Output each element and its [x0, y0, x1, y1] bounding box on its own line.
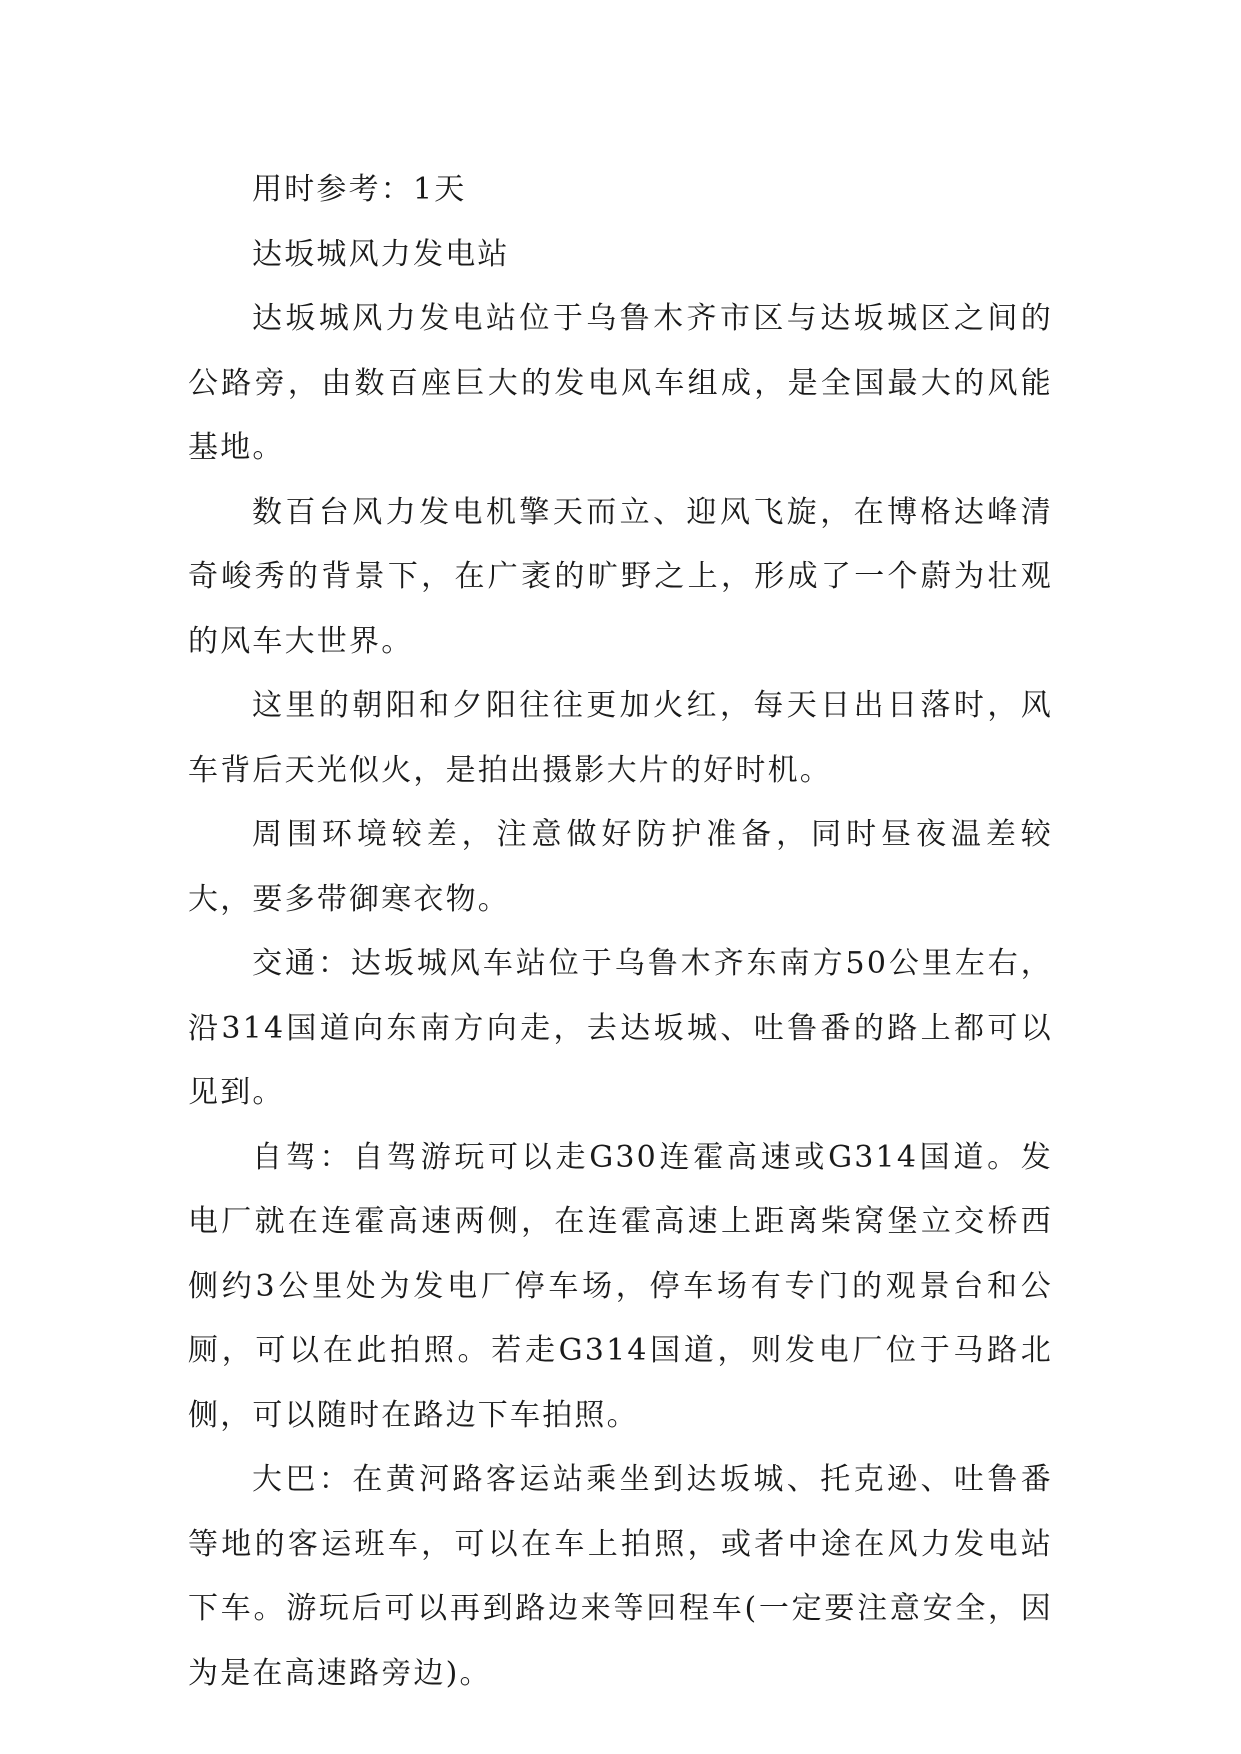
document-body [188, 158, 1053, 1706]
paragraph-intro: 达坂城风力发电站位于乌鲁木齐市区与达坂城区之间的公路旁，由数百座巨大的发电风车组成，是全国最大的风能基地。 [188, 301, 1053, 465]
paragraph-environment: 周围环境较差，注意做好防护准备，同时昼夜温差较大，要多带御寒衣物。 [188, 817, 1053, 917]
section-title: 达坂城风力发电站 [252, 236, 510, 272]
paragraph-scenery: 数百台风力发电机擎天而立、迎风飞旋，在博格达峰清奇峻秀的背景下，在广袤的旷野之上，形成了一个蔚为壮观的风车大世界。 [188, 494, 1053, 659]
time-reference: 用时参考：1天 [252, 172, 467, 207]
paragraph-transport: 交通：达坂城风车站位于乌鲁木齐东南方50公里左右，沿314国道向东南方向走，去达坂城、吐鲁番的路上都可以见到。 [188, 946, 1053, 1110]
paragraph-sunrise: 这里的朝阳和夕阳往往更加火红，每天日出日落时，风车背后天光似火，是拍出摄影大片的好时机。 [188, 688, 1053, 788]
paragraph-bus: 大巴：在黄河路客运站乘坐到达坂城、托克逊、吐鲁番等地的客运班车，可以在车上拍照，或者中途在风力发电站下车。游玩后可以再到路边来等回程车(一定要注意安全，因为是在高速路旁边)。 [188, 1462, 1053, 1691]
paragraph-self-drive: 自驾：自驾游玩可以走G30连霍高速或G314国道。发电厂就在连霍高速两侧，在连霍高速上距离柴窝堡立交桥西侧约3公里处为发电厂停车场，停车场有专门的观景台和公厕，可以在此拍照。若走G314国道，则发电厂位于马路北侧，可以随时在路边下车拍照。 [188, 1139, 1053, 1433]
